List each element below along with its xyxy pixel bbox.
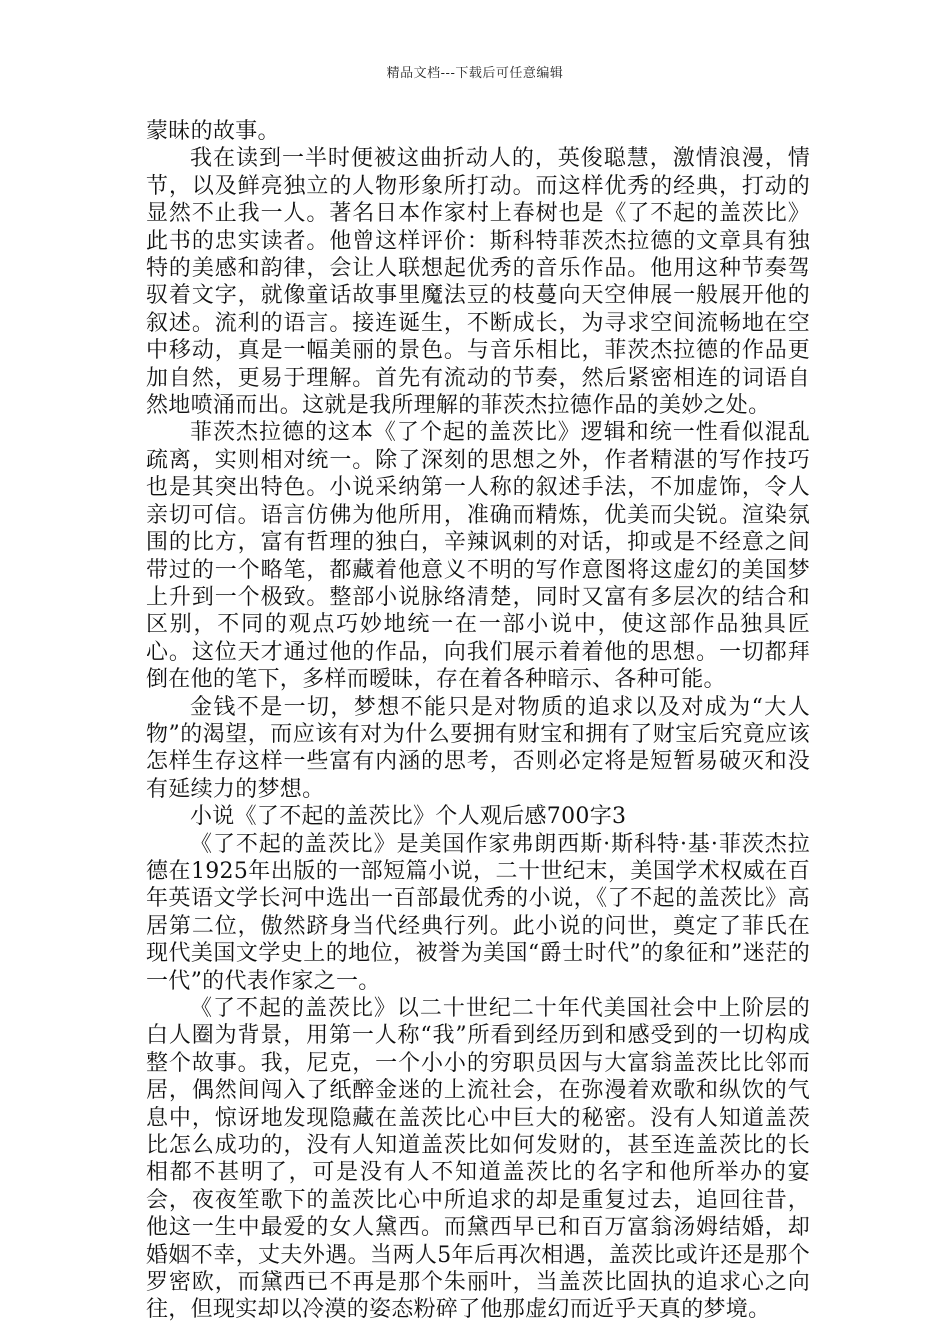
paragraph: 《了不起的盖茨比》以二十世纪二十年代美国社会中上阶层的白人圈为背景，用第一人称“我”所看到经历到和感受到的一切构成整个故事。我，尼克，一个小小的穷职员因与大富翁盖茨比比邻而居，偶然间闯入了纸醉金迷的上流社会，在弥漫着欢歌和纵饮的气息中，惊讶地发现隐藏在盖茨比心中巨大的秘密。没有人知道盖茨比怎么成功的，没有人知道盖茨比如何发财的，甚至连盖茨比的长相都不甚明了，可是没有人不知道盖茨比的名字和他所举办的宴会，夜夜笙歌下的盖茨比心中所追求的却是重复过去，追回往昔，他这一生中最爱的女人黛西。而黛西早已和百万富翁汤姆结婚，却婚姻不幸，丈夫外遇。当两人5年后再次相遇，盖茨比或许还是那个罗密欧，而黛西已不再是那个朱丽叶，当盖茨比固执的追求心之向往，但现实却以冷漠的姿态粉碎了他那虚幻而近乎天真的梦境。 [146,996,810,1323]
document-body [146,118,810,1324]
paragraph: 金钱不是一切，梦想不能只是对物质的追求以及对成为“大人物”的渴望，而应该有对为什么要拥有财宝和拥有了财宝后究竟应该怎样生存这样一些富有内涵的思考，否则必定将是短暂易破灭和没有延续力的梦想。 [146,694,810,802]
paragraph: 菲茨杰拉德的这本《了个起的盖茨比》逻辑和统一性看似混乱疏离，实则相对统一。除了深刻的思想之外，作者精湛的写作技巧也是其突出特色。小说采纳第一人称的叙述手法，不加虚饰，令人亲切可信。语言仿佛为他所用，准确而精炼，优美而尖锐。渲染氛围的比方，富有哲理的独白，辛辣讽刺的对话，抑或是不经意之间带过的一个略笔，都藏着他意义不明的写作意图将这虚幻的美国梦上升到一个极致。整部小说脉络清楚，同时又富有多层次的结合和区别，不同的观点巧妙地统一在一部小说中，使这部作品独具匠心。这位天才通过他的作品，向我们展示着着他的思想。一切都拜倒在他的笔下，多样而暧昧，存在着各种暗示、各种可能。 [146,420,810,693]
section-title: 小说《了不起的盖茨比》个人观后感700字3 [190,804,627,830]
page-header: 精品文档---下载后可任意编辑 [386,66,564,81]
paragraph: 我在读到一半时便被这曲折动人的，英俊聪慧，激情浪漫，情节，以及鲜亮独立的人物形象所打动。而这样优秀的经典，打动的显然不止我一人。著名日本作家村上春树也是《了不起的盖茨比》此书的忠实读者。他曾这样评价：斯科特菲茨杰拉德的文章具有独特的美感和韵律，会让人联想起优秀的音乐作品。他用这种节奏驾驭着文字，就像童话故事里魔法豆的枝蔓向天空伸展一般展开他的叙述。流利的语言。接连诞生，不断成长，为寻求空间流畅地在空中移动，真是一幅美丽的景色。与音乐相比，菲茨杰拉德的作品更加自然，更易于理解。首先有流动的节奏，然后紧密相连的词语自然地喷涌而出。这就是我所理解的菲茨杰拉德作品的美妙之处。 [146,146,810,419]
paragraph-continuation: 蒙昧的故事。 [146,119,280,144]
paragraph: 《了不起的盖茨比》是美国作家弗朗西斯·斯科特·基·菲茨杰拉德在1925年出版的一部短篇小说，二十世纪末，美国学术权威在百年英语文学长河中选出一百部最优秀的小说，《了不起的盖茨比》高居第二位，傲然跻身当代经典行列。此小说的问世，奠定了菲氏在现代美国文学史上的地位，被誉为美国“爵士时代”的象征和”迷茫的一代”的代表作家之一。 [146,831,810,994]
